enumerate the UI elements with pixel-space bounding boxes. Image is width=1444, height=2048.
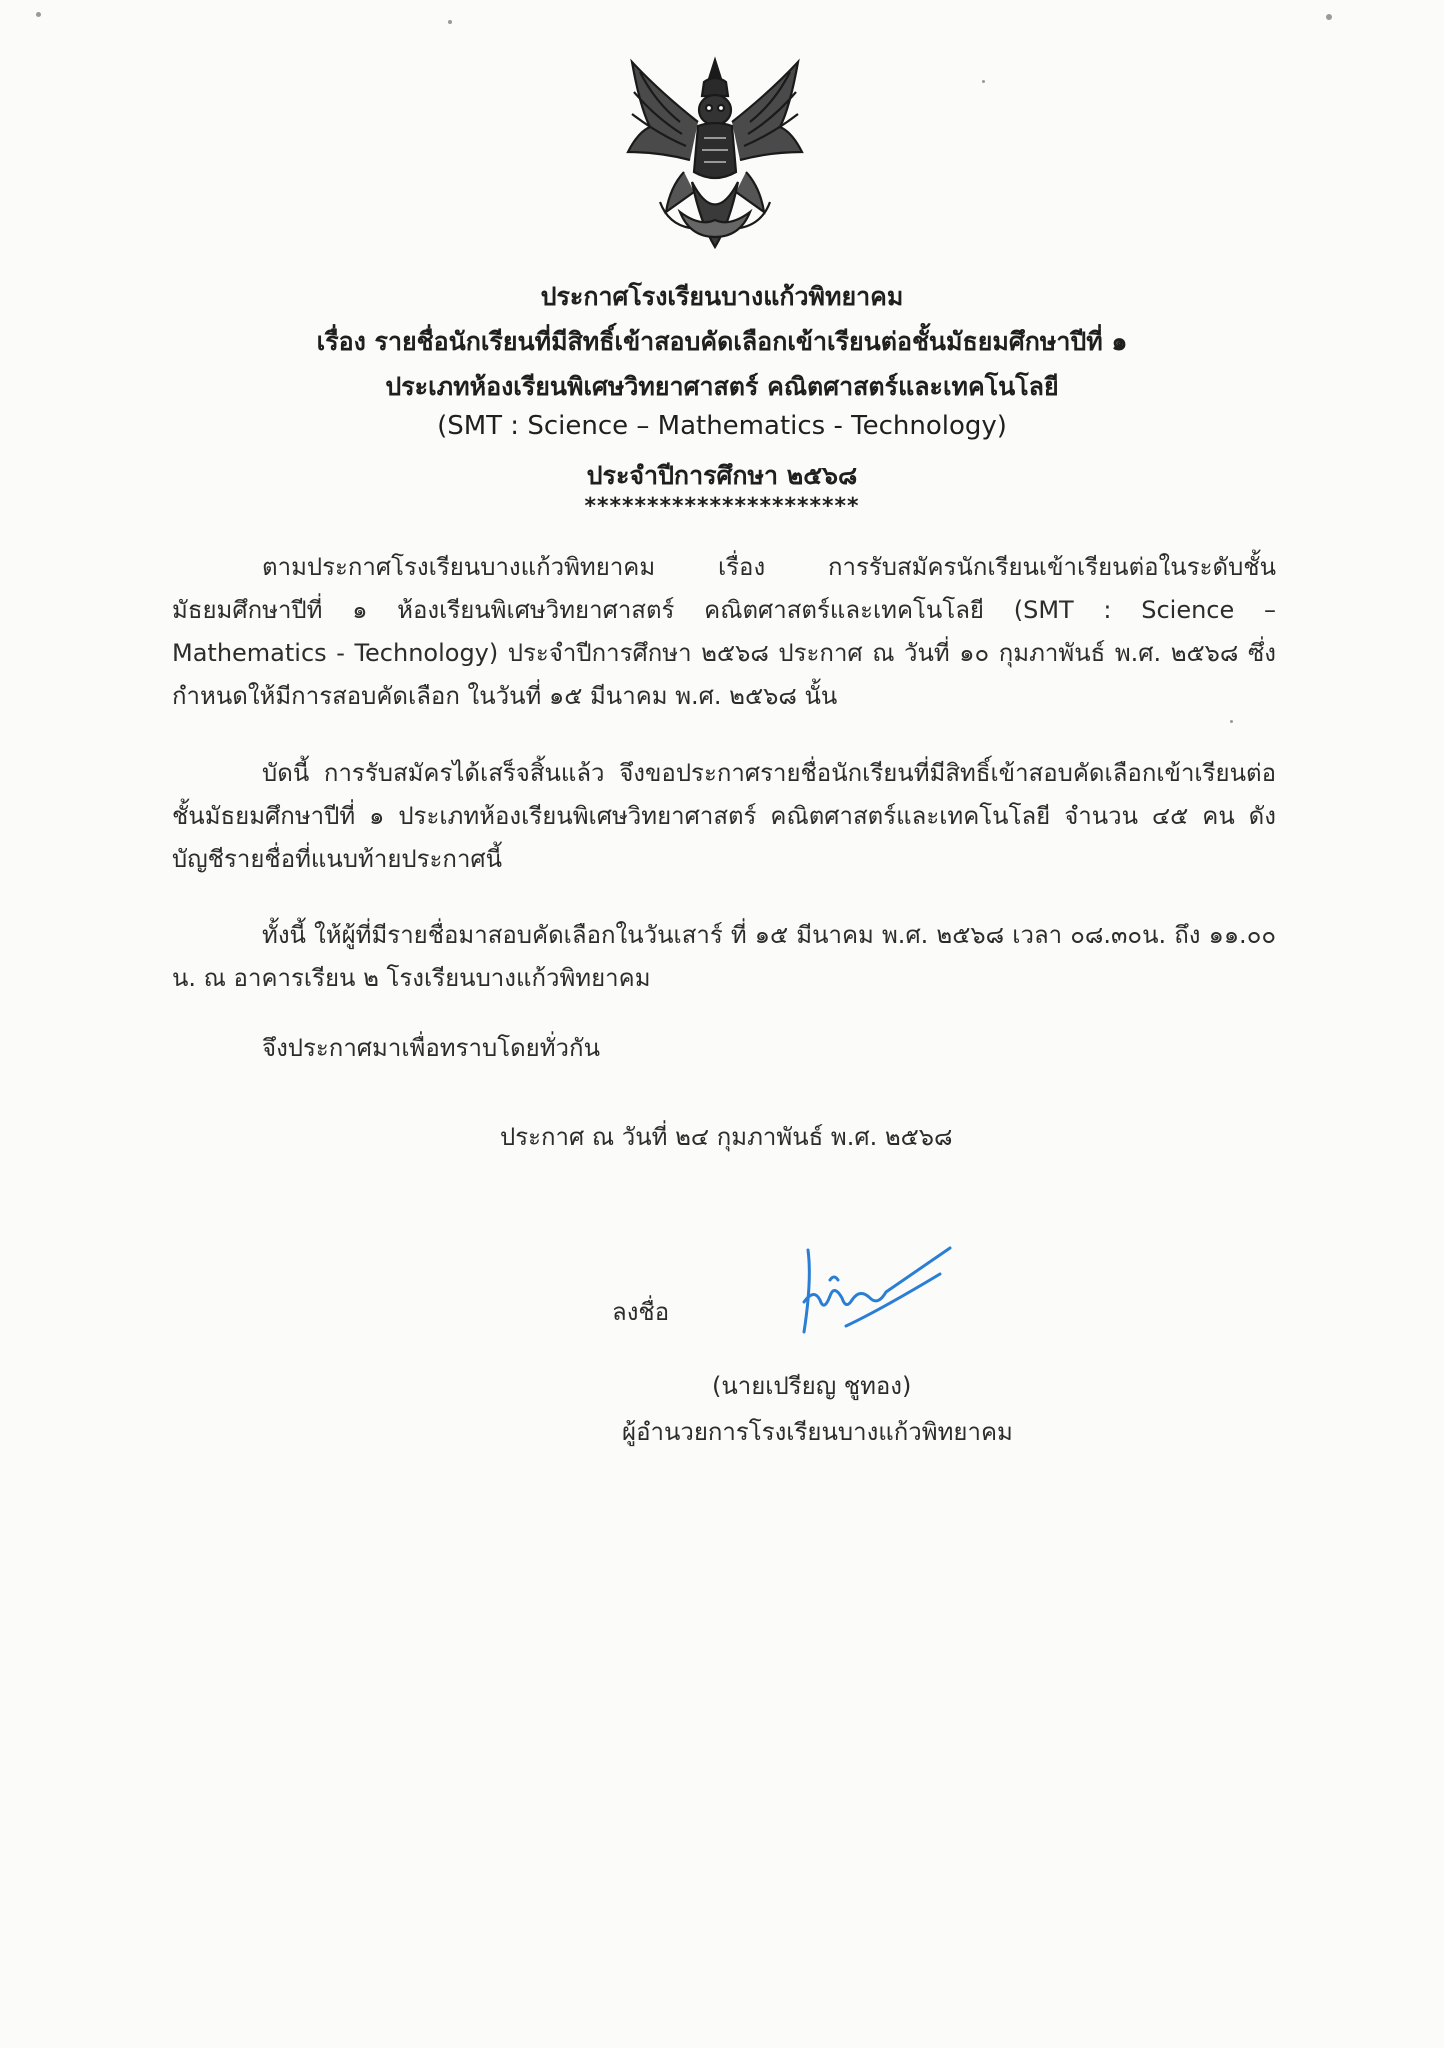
header-program: ประเภทห้องเรียนพิเศษวิทยาศาสตร์ คณิตศาสตร์และเทคโนโลยี (385, 372, 1059, 401)
paper-speck (1326, 14, 1332, 20)
paragraph-3 (172, 914, 1276, 1000)
paragraph-1 (172, 546, 1276, 718)
header-divider: ********************** (584, 494, 860, 519)
paper-speck (982, 80, 985, 83)
header-program-english: (SMT : Science – Mathematics - Technology) (437, 411, 1007, 441)
garuda-emblem-icon (620, 52, 810, 257)
paper-speck (1230, 720, 1233, 723)
paper-speck (36, 12, 41, 17)
signature-icon (790, 1240, 960, 1350)
header-subject: เรื่อง รายชื่อนักเรียนที่มีสิทธิ์เข้าสอบคัดเลือกเข้าเรียนต่อชั้นมัธยมศึกษาปีที่ ๑ (316, 327, 1128, 356)
header-academic-year: ประจำปีการศึกษา ๒๕๖๘ (586, 461, 858, 490)
signer-name: (นายเปรียญ ชูทอง) (712, 1372, 912, 1400)
sign-label: ลงชื่อ (612, 1298, 670, 1326)
closing-statement: จึงประกาศมาเพื่อทราบโดยทั่วกัน (262, 1034, 600, 1062)
paragraph-1-text: ตามประกาศโรงเรียนบางแก้วพิทยาคม เรื่อง การรับสมัครนักเรียนเข้าเรียนต่อในระดับชั้นมัธยมศึกษาปีที่ ๑ ห้องเรียนพิเศษวิทยาศาสตร์ คณิตศาสตร์และเทคโนโลยี (SMT : Science – Mathematics - Technology) ประจำปีการศึกษา ๒๕๖๘ ประกาศ ณ วันที่ ๑๐ กุมภาพันธ์ พ.ศ. ๒๕๖๘ ซึ่งกำหนดให้มีการสอบคัดเลือก ในวันที่ ๑๕ มีนาคม พ.ศ. ๒๕๖๘ นั้น (172, 553, 1276, 710)
signer-title: ผู้อำนวยการโรงเรียนบางแก้วพิทยาคม (622, 1418, 1013, 1446)
paragraph-3-text: ทั้งนี้ ให้ผู้ที่มีรายชื่อมาสอบคัดเลือกในวันเสาร์ ที่ ๑๕ มีนาคม พ.ศ. ๒๕๖๘ เวลา ๐๘.๓๐น. ถึง ๑๑.๐๐ น. ณ อาคารเรียน ๒ โรงเรียนบางแก้วพิทยาคม (172, 921, 1276, 992)
header-title: ประกาศโรงเรียนบางแก้วพิทยาคม (540, 282, 904, 311)
paragraph-2 (172, 752, 1276, 881)
paper-speck (448, 20, 452, 24)
announcement-date: ประกาศ ณ วันที่ ๒๔ กุมภาพันธ์ พ.ศ. ๒๕๖๘ (500, 1123, 953, 1151)
paragraph-2-text: บัดนี้ การรับสมัครได้เสร็จสิ้นแล้ว จึงขอประกาศรายชื่อนักเรียนที่มีสิทธิ์เข้าสอบคัดเลือกเข้าเรียนต่อชั้นมัธยมศึกษาปีที่ ๑ ประเภทห้องเรียนพิเศษวิทยาศาสตร์ คณิตศาสตร์และเทคโนโลยี จำนวน ๔๕ คน ดังบัญชีรายชื่อที่แนบท้ายประกาศนี้ (172, 759, 1276, 873)
